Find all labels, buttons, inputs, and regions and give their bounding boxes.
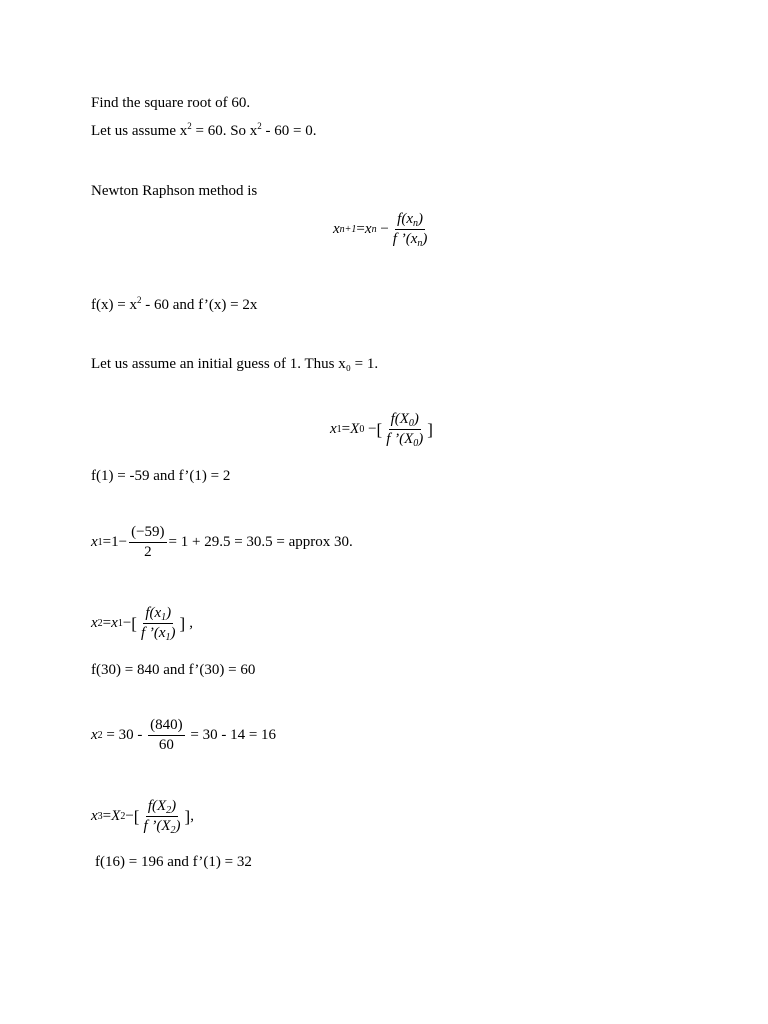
func-post: - 60 and f’(x) = 2x	[141, 297, 258, 313]
function-line	[91, 296, 257, 314]
fx3-lbracket: [	[133, 806, 140, 826]
f1-line	[91, 467, 230, 485]
cx1-pre: =1−	[102, 534, 128, 550]
f30-text: f(30) = 840 and f’(30) = 60	[91, 662, 256, 678]
f30-line	[91, 661, 255, 679]
fx1-num-text: f(X	[390, 411, 409, 427]
fx1-rbracket: ]	[427, 419, 433, 439]
fg-den-text: f ’(x	[392, 231, 418, 247]
func-sup: 2	[136, 295, 142, 305]
fg-minus: −	[376, 221, 389, 237]
fx1-lhs: x	[330, 421, 337, 437]
fx3-num-text: f(X	[147, 798, 167, 814]
fg-rhs-var: x	[364, 221, 372, 237]
fx3-numerator: $f(X_2)$	[147, 798, 177, 816]
fx2-var: x	[111, 615, 118, 631]
fx2-denominator: f $’(x_1)$	[140, 625, 176, 643]
fx2-den-sub: 1	[165, 632, 171, 643]
fx1-den-sub: 0	[413, 438, 419, 449]
cx2-post: = 30 - 14 = 16	[186, 727, 277, 743]
fx3-equals: =	[102, 808, 112, 824]
intro2-sup: 2	[187, 121, 192, 131]
fx3-rbracket: ]	[184, 806, 191, 826]
intro-text-1: Find the square root of 60.	[91, 95, 251, 111]
fx1-den-text: f ’(X	[386, 431, 414, 447]
fx1-minus: −	[364, 421, 377, 437]
fx2-equals: =	[102, 615, 112, 631]
fg-denominator: f $’(x_n)$	[392, 231, 428, 249]
method-line	[91, 182, 257, 200]
formula-general: x n+1 = x n − $\frac{f(x_n)}{f ’(x_n)}$	[333, 211, 428, 249]
fg-num-text: f(x	[397, 211, 413, 227]
cx1-fraction	[129, 524, 166, 561]
fx1-lbracket: [	[376, 419, 383, 439]
fx3-trail: ,	[190, 808, 194, 824]
fx2-num-text: f(x	[145, 605, 162, 621]
formula-x1: x 1 = X 0 − [ $\frac{f(X_0)}{f ’(X_0)}$ ]	[330, 411, 433, 449]
formula-x2: x 2 = x 1 − [ $\frac{f(x_1)}{f ’(x_1)}$ ] ,	[91, 605, 193, 643]
fx3-den-text: f ’(X	[143, 818, 171, 834]
fx1-var: X	[350, 421, 360, 437]
fx1-denominator: f $’(X_0)$	[386, 431, 424, 449]
fg-numerator: $f(x_n)$	[397, 211, 423, 229]
func-pre: f(x) = x	[91, 297, 137, 313]
f16-line	[95, 853, 252, 871]
cx2-denominator: 60	[158, 737, 174, 753]
method-text: Newton Raphson method is	[91, 183, 258, 199]
fx2-den-text: f ’(x	[140, 625, 166, 641]
fx2-numerator: $f(x_1)$	[145, 605, 172, 623]
fx3-num-sub: 2	[166, 805, 172, 816]
cx1-post: = 1 + 29.5 = 30.5 = approx 30.	[168, 534, 353, 550]
formula-x3: x 3 = X 2 − [ $\frac{f(X_2)}{f ’(X_2)}$ ] ,	[91, 798, 194, 836]
fx1-num-sub: 0	[408, 418, 414, 429]
fg-num-sub: n	[412, 218, 418, 229]
f1-text: f(1) = -59 and f’(1) = 2	[91, 468, 231, 484]
cx1-denominator: 2	[144, 544, 152, 560]
cx2-pre: = 30 -	[102, 727, 147, 743]
fx2-num-sub: 1	[161, 612, 167, 623]
intro-line-2	[91, 122, 317, 140]
calc-x1: x 1 =1− $\frac{(-59)}{2}$ = 1 + 29.5 = 30.5 = approx 30.	[91, 524, 353, 560]
fx3-denominator: f $’(X_2)$	[143, 818, 181, 836]
fg-fraction	[391, 211, 430, 248]
fx2-trail: ,	[189, 615, 193, 631]
fx1-fraction	[384, 411, 425, 448]
fx2-minus: −	[122, 615, 132, 631]
fx3-den-sub: 2	[170, 825, 176, 836]
fx2-lhs: x	[91, 615, 98, 631]
f16-text: f(16) = 196 and f’(1) = 32	[95, 854, 252, 870]
fx1-equals: =	[341, 421, 351, 437]
fg-lhs: x	[333, 221, 340, 237]
fx1-numerator: $f(X_0)$	[390, 411, 419, 429]
fx2-rbracket: ]	[179, 613, 186, 633]
cx2-lhs: x	[91, 727, 98, 743]
intro2-pre: Let us assume x	[91, 123, 188, 139]
calc-x2: x 2 = 30 - $\frac{(840)}{60}$ = 30 - 14 = 16	[91, 717, 277, 753]
fx2-lbracket: [	[131, 613, 137, 633]
guess-line	[91, 355, 378, 373]
fg-equals: =	[356, 221, 365, 237]
fx3-minus: −	[125, 808, 134, 824]
cx1-numerator: (−59)	[129, 524, 166, 543]
intro2-post: - 60 = 0.	[261, 123, 317, 139]
fx3-var: X	[111, 808, 121, 824]
cx2-fraction	[148, 717, 185, 754]
intro2-sup2: 2	[257, 121, 262, 131]
cx1-lhs: x	[91, 534, 98, 550]
fx2-fraction	[139, 605, 178, 642]
fx3-lhs: x	[91, 808, 98, 824]
guess-text: Let us assume an initial guess of 1. Thus x₀ = 1.	[91, 356, 379, 372]
fx3-fraction	[141, 798, 182, 835]
cx2-numerator: (840)	[148, 717, 185, 736]
intro-line-1	[91, 94, 250, 112]
fg-den-sub: n	[417, 238, 423, 249]
intro2-mid: = 60. So x	[191, 123, 258, 139]
